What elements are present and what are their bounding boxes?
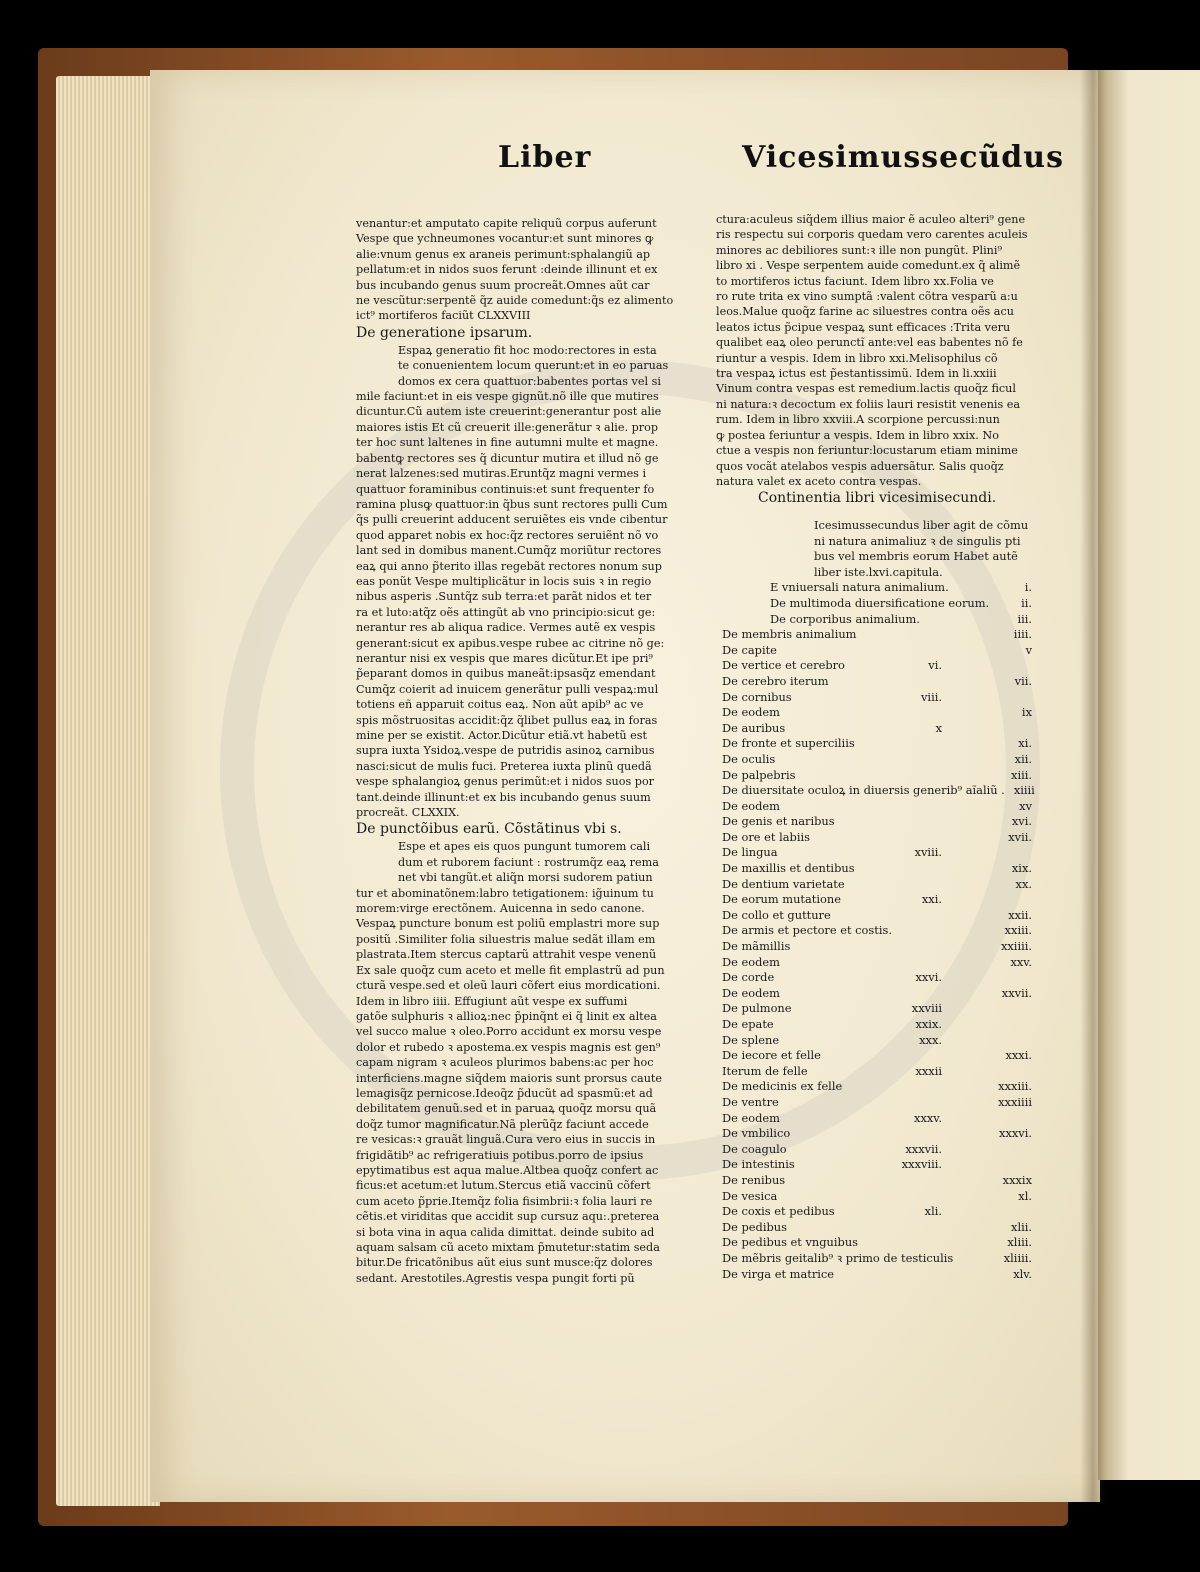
text-line: babentꝙ rectores ses q̃ dicuntur mutira et illud nõ ge: [356, 451, 659, 465]
left-text-column: [356, 216, 674, 1286]
toc-entry-number: xvi.: [1011, 814, 1032, 829]
toc-entry-number: xlii.: [1011, 1219, 1032, 1234]
toc-entry-label: De coagulo: [722, 1141, 787, 1156]
text-line: lemagisq̃z pernicose.Ideoq̃z p̃ducũt ad spasmũ:et ad: [356, 1086, 653, 1100]
toc-entry: [722, 1235, 1032, 1251]
toc-entry-number: xxvii.: [1001, 985, 1032, 1000]
toc-entry: [722, 1251, 1032, 1267]
toc-entry: [722, 1173, 1032, 1189]
toc-entry-number: xxxvii.: [905, 1141, 942, 1156]
toc-entry: [722, 1033, 1032, 1049]
text-line: ra et luto:atq̃z oẽs attingũt ab vno principio:sicut ge:: [356, 605, 656, 619]
toc-entry-label: De genis et naribus: [722, 814, 835, 829]
toc-entry-number: xxxix: [1002, 1172, 1032, 1187]
toc-entry-number: xxxii: [915, 1063, 942, 1078]
toc-entry-label: De mãmillis: [722, 939, 791, 954]
toc-entry-number: v: [1025, 642, 1032, 657]
toc-entry-label: De vesica: [722, 1188, 778, 1203]
toc-entry-number: x: [935, 720, 942, 735]
text-line: ter hoc sunt laltenes in fine autumni multe et magne.: [356, 436, 659, 450]
text-line: Vespaꝝ puncture bonum est poliũ emplastri more sup: [356, 917, 660, 931]
text-line: plastrata.Item stercus captarũ attrahit vespe venenũ: [356, 948, 657, 962]
toc-entry-label: De auribus: [722, 720, 786, 735]
toc-entry-label: De multimoda diuersificatione eorum.: [770, 595, 990, 610]
toc-entry-number: xxv.: [1010, 954, 1032, 969]
toc-entry-number: xl.: [1018, 1188, 1032, 1203]
toc-entry: [722, 1267, 1032, 1283]
toc-intro-line: liber iste.lxvi.capitula.: [814, 564, 943, 579]
toc-entry-number: xx.: [1015, 876, 1032, 891]
text-line: ro rute trita ex vino sumptã :valent cõtra vesparũ a:u: [716, 290, 1018, 304]
toc-entry-label: De pulmone: [722, 1001, 792, 1016]
text-line: dicuntur.Cũ autem iste creuerint:generantur post alie: [356, 405, 662, 419]
toc-entry-label: De membris animalium: [722, 627, 857, 642]
toc-entry-label: De diuersitate oculoꝝ in diuersis generib⁹ aĩaliũ .: [722, 783, 1005, 798]
toc-entry: [722, 721, 1032, 737]
toc-entry-number: i.: [1024, 580, 1032, 595]
text-line: dolor et rubedo ꝛ apostema.ex vespis magnis est gen⁹: [356, 1040, 661, 1054]
toc-intro-line: bus vel membris eorum Habet autẽ: [814, 549, 1018, 564]
toc-entry: [722, 612, 1032, 628]
toc-entry: [722, 830, 1032, 846]
book-gutter: [1080, 70, 1106, 1502]
text-line: cturã vespe.sed et oleũ lauri cõfert eius mordicationi.: [356, 979, 661, 993]
toc-entry-number: xxvi.: [915, 970, 942, 985]
text-line: supra iuxta Ysidoꝝ.vespe de putridis asinoꝝ carnibus: [356, 744, 655, 758]
text-line: Vespe que ychneumones vocantur:et sunt minores ꝙ: [356, 232, 654, 246]
toc-entry-number: xli.: [924, 1204, 942, 1219]
right-page-edge: [1098, 70, 1200, 1480]
toc-entry-number: xxii.: [1008, 907, 1032, 922]
text-line: natura valet ex aceto contra vespas.: [716, 474, 922, 488]
text-line: Cumq̃z coierit ad inuicem generãtur pulli vespaꝝ:mul: [356, 682, 659, 696]
toc-entry-number: ix: [1021, 705, 1032, 720]
text-line: totiens eñ apparuit coitus eaꝝ. Non aũt apib⁹ ac ve: [356, 698, 644, 712]
toc-intro: [722, 518, 1032, 580]
text-line: re vesicas:ꝛ grauãt linguã.Cura vero eius in succis in: [356, 1133, 656, 1147]
toc-entry-label: De pedibus et vnguibus: [722, 1235, 859, 1250]
toc-entry: [722, 1142, 1032, 1158]
toc-entry-label: De cornibus: [722, 689, 792, 704]
toc-entry-label: De eodem: [722, 798, 780, 813]
text-line: positũ .Similiter folia siluestris malue sedãt illam em: [356, 932, 656, 946]
toc-entry: [722, 970, 1032, 986]
toc-entry-label: De eodem: [722, 954, 780, 969]
text-line: epytimatibus est aqua malue.Altbea quoq̃z confert ac: [356, 1163, 659, 1177]
text-line: leatos ictus p̃cipue vespaꝝ sunt efficaces :Trita veru: [716, 320, 1011, 334]
toc-entry: [722, 1095, 1032, 1111]
text-line: eas ponũt Vespe multiplicãtur in locis suis ꝛ in regio: [356, 574, 652, 588]
toc-entry: [722, 908, 1032, 924]
toc-entry-label: De armis et pectore et costis.: [722, 923, 892, 938]
toc-entry-label: E vniuersali natura animalium.: [770, 580, 949, 595]
table-of-contents: [722, 518, 1035, 1282]
text-line: doq̃z tumor magnificatur.Nã plerũq̃z faciunt accede: [356, 1117, 649, 1131]
toc-entry-number: vi.: [928, 658, 942, 673]
text-line: mine per se existit. Actor.Dicũtur etiã.vt habetũ est: [356, 729, 648, 742]
text-line: riuntur a vespis. Idem in libro xxi.Melisophilus cõ: [716, 351, 998, 365]
toc-entry-label: De eorum mutatione: [722, 892, 841, 907]
toc-intro-line: ni natura animaliuz ꝛ de singulis pti: [814, 533, 1021, 548]
text-line: ris respectu sui corporis quedam vero carentes aculeis: [716, 228, 1028, 242]
toc-entry: [722, 643, 1032, 659]
text-line: procreãt. CLXXIX.: [356, 806, 460, 820]
toc-entry-number: ii.: [1021, 595, 1032, 610]
text-line: nerantur nisi ex vespis que mares dicũtur.Et ipe pri⁹: [356, 651, 653, 665]
text-line: nasci:sicut de mulis fuci. Preterea iuxta plinũ quedã: [356, 759, 652, 773]
toc-entry-label: De renibus: [722, 1172, 786, 1187]
text-line: ꝙ postea feriuntur a vespis. Idem in libro xxix. No: [716, 428, 999, 442]
toc-entry-number: iii.: [1017, 611, 1032, 626]
toc-entry-number: xxxv.: [914, 1110, 942, 1125]
toc-intro-line: Icesimussecundus liber agit de cõmu: [814, 518, 1029, 532]
text-line: ramina plusꝙ quattuor:in q̃bus sunt rectores pulli Cum: [356, 497, 668, 511]
toc-entry-label: De eodem: [722, 1110, 780, 1125]
text-line: spis mõstruositas accidit:q̃z q̃libet pullus eaꝝ in foras: [356, 713, 658, 727]
toc-entry-number: xi.: [1018, 736, 1032, 751]
text-line: gatõe sulphuris ꝛ allioꝝ:nec p̃pinq̃nt ei q̃ linit ex altea: [356, 1009, 657, 1023]
text-line: vel succo malue ꝛ oleo.Porro accidunt ex morsu vespe: [356, 1025, 662, 1039]
toc-entry-number: viii.: [921, 689, 942, 704]
toc-entry-label: De eodem: [722, 985, 780, 1000]
toc-entry-number: xii.: [1014, 751, 1032, 766]
text-line: ni natura:ꝛ decoctum ex foliis lauri resistit venenis ea: [716, 397, 1021, 411]
text-line: quattuor foraminibus continuis:et sunt frequenter fo: [356, 482, 655, 496]
toc-entry: [722, 768, 1032, 784]
text-line: lant sed in domibus manent.Cumq̃z moriũtur rectores: [356, 544, 662, 558]
toc-entry-label: De medicinis ex felle: [722, 1079, 843, 1094]
toc-entry-label: De splene: [722, 1032, 780, 1047]
toc-entry: [722, 580, 1032, 596]
text-line: leos.Malue quoq̃z farine ac siluestres contra oẽs acu: [716, 305, 1014, 319]
text-line: debilitatem genuũ.sed et in paruaꝝ quoq̃z morsu quã: [356, 1102, 657, 1116]
text-line: maiores istis Et cũ creuerit ille:generãtur ꝛ alie. prop: [356, 420, 659, 434]
text-line: tra vespaꝝ ictus est p̃estantissimũ. Idem in li.xxiii: [716, 367, 997, 381]
text-line: alie:vnum genus ex araneis perimunt:sphalangiũ ap: [356, 247, 651, 261]
text-line: rum. Idem in libro xxviii.A scorpione percussi:nun: [716, 413, 1000, 427]
toc-entry-number: xxi.: [921, 892, 942, 907]
text-line: morem:virge erectõnem. Auicenna in sedo canone.: [356, 902, 645, 916]
toc-entry-number: xxx.: [919, 1032, 942, 1047]
section-heading: De punctõibus earũ. Cõstãtinus vbi s.: [356, 821, 622, 838]
toc-entry-number: xix.: [1011, 861, 1032, 876]
toc-entry-number: xv: [1019, 798, 1032, 813]
toc-entry-number: xliiii.: [1003, 1250, 1032, 1265]
toc-entry: [722, 1157, 1032, 1173]
toc-entry-label: De maxillis et dentibus: [722, 861, 855, 876]
text-line: q̃s pulli creuerint adducent seruiẽtes eis vnde cibentur: [356, 513, 668, 527]
text-line: cẽtis.et viriditas que accidit sup cursuz aqu:.preterea: [356, 1210, 660, 1224]
toc-entry: [722, 736, 1032, 752]
toc-entry: [722, 783, 1035, 799]
section-heading: De generatione ipsarum.: [356, 324, 533, 341]
text-line: frigidãtib⁹ ac refrigeratiuis potibus.porro de ipsius: [356, 1148, 644, 1162]
toc-entry: [722, 627, 1032, 643]
toc-entry: [722, 752, 1032, 768]
toc-entry-label: De vertice et cerebro: [722, 658, 845, 673]
toc-entry-label: De eodem: [722, 705, 780, 720]
text-line: ne vescũtur:serpentẽ q̃z auide comedunt:q̃s ez alimento: [356, 294, 674, 308]
text-line: ctue a vespis non feriuntur:locustarum etiam minime: [716, 444, 1018, 458]
toc-entry: [722, 939, 1032, 955]
toc-entry-label: De epate: [722, 1017, 774, 1031]
text-line: domos ex cera quattuor:babentes portas vel si: [398, 374, 661, 388]
toc-entry-label: De capite: [722, 642, 777, 657]
toc-entry-label: De ore et labiis: [722, 829, 810, 844]
toc-entry-label: De dentium varietate: [722, 876, 845, 891]
toc-entry-number: xliii.: [1007, 1235, 1032, 1250]
toc-entry: [722, 1189, 1032, 1205]
toc-entry-label: De vmbilico: [722, 1126, 791, 1141]
toc-entry: [722, 799, 1032, 815]
toc-entry: [722, 986, 1032, 1002]
toc-entry-label: De coxis et pedibus: [722, 1204, 835, 1219]
toc-entry: [722, 1111, 1032, 1127]
toc-entry: [722, 877, 1032, 893]
text-line: to mortiferos ictus faciunt. Idem libro xx.Folia ve: [716, 274, 994, 288]
section-heading: Continentia libri vicesimisecundi.: [758, 490, 997, 507]
text-line: vespe sphalangioꝝ genus perimũt:et i nidos suos por: [356, 775, 655, 789]
toc-entry-label: De intestinis: [722, 1157, 795, 1172]
toc-entry: [722, 1204, 1032, 1220]
toc-entry-label: Iterum de felle: [722, 1063, 808, 1078]
toc-entry-label: De lingua: [722, 845, 778, 860]
page-edges: [56, 76, 160, 1506]
text-line: p̃eparant domos in quibus maneãt:ipsasq̃z emendant: [356, 667, 656, 681]
toc-entry-number: xxviii: [911, 1001, 942, 1016]
running-head-left: Liber: [498, 140, 592, 175]
toc-entry-label: De mẽbris geitalib⁹ ꝛ primo de testiculis: [722, 1250, 954, 1265]
text-line: quod apparet nobis ex hoc:q̃z rectores seruiẽnt nõ vo: [356, 528, 659, 542]
toc-entry-number: xvii.: [1008, 829, 1032, 844]
text-line: Espaꝝ generatio fit hoc modo:rectores in esta: [398, 343, 657, 357]
text-line: ict⁹ mortiferos faciũt CLXXVIII: [356, 309, 531, 323]
text-line: quos vocãt atelabos vespis aduersãtur. Salis quoq̃z: [716, 459, 1004, 473]
text-line: mile faciunt:et in eis vespe gignũt.nõ ille que mutires: [356, 390, 659, 404]
toc-entry-label: De oculis: [722, 751, 776, 766]
toc-entry-label: De virga et matrice: [722, 1266, 835, 1281]
toc-entry-number: xxix.: [915, 1017, 942, 1031]
text-line: ctura:aculeus siq̃dem illius maior ẽ aculeo alteri⁹ gene: [716, 213, 1026, 226]
text-line: libro xi . Vespe serpentem auide comedunt.ex q̃ alimẽ: [716, 259, 1021, 273]
toc-entry: [722, 1048, 1032, 1064]
text-line: eaꝝ qui anno p̃terito illas regebãt rectores nonum sup: [356, 559, 662, 573]
toc-entry: [722, 923, 1032, 939]
toc-entry-number: iiii.: [1013, 627, 1032, 642]
toc-entry: [722, 1079, 1032, 1095]
toc-list: [722, 580, 1035, 1282]
text-line: nerat lalzenes:sed mutiras.Eruntq̃z magni vermes i: [356, 467, 647, 481]
text-line: cum aceto p̃prie.Itemq̃z folia fisimbrii:ꝛ folia lauri re: [356, 1194, 653, 1208]
text-line: sedant. Arestotiles.Agrestis vespa pungit forti pũ: [356, 1271, 635, 1285]
toc-entry: [722, 1126, 1032, 1142]
toc-entry: [722, 1017, 1032, 1033]
toc-entry-number: xxxviii.: [901, 1157, 942, 1172]
running-head-right: Vicesimussecũdus: [742, 140, 1064, 175]
toc-entry: [722, 845, 1032, 861]
text-line: si bota vina in aqua calida dimittat. deinde subito ad: [356, 1225, 655, 1239]
text-line: interficiens.magne siq̃dem maioris sunt prorsus caute: [356, 1071, 663, 1085]
text-line: tur et abominatõnem:labro tetigationem: ig̃uinum tu: [356, 886, 654, 900]
toc-entry-number: xxxvi.: [999, 1126, 1032, 1141]
toc-entry: [722, 674, 1032, 690]
toc-entry-label: De corporibus animalium.: [770, 611, 920, 626]
toc-entry-label: De fronte et superciliis: [722, 736, 855, 751]
text-line: generant:sicut ex apibus.vespe rubee ac citrine nõ ge:: [356, 636, 665, 650]
text-line: venantur:et amputato capite reliquũ corpus auferunt: [356, 217, 657, 230]
text-line: net vbi tangũt.et aliq̃n morsi sudorem patiun: [398, 871, 653, 885]
toc-entry-label: De pedibus: [722, 1219, 787, 1234]
text-line: bus incubando genus suum procreãt.Omnes aũt car: [356, 278, 650, 292]
text-line: nerantur res ab aliqua radice. Vermes autẽ ex vespis: [356, 621, 656, 635]
toc-entry-number: xxxiii.: [998, 1079, 1032, 1094]
toc-entry-label: De collo et gutture: [722, 907, 831, 922]
text-line: Vinum contra vespas est remedium.lactis quoq̃z ficul: [716, 382, 1016, 396]
toc-entry-label: De corde: [722, 970, 775, 985]
toc-entry-number: xiii.: [1011, 767, 1032, 782]
toc-entry-number: xxiiii.: [1000, 939, 1032, 954]
toc-entry: [722, 892, 1032, 908]
toc-entry: [722, 955, 1032, 971]
toc-entry: [722, 814, 1032, 830]
text-line: Espe et apes eis quos pungunt tumorem cali: [398, 840, 651, 854]
toc-entry: [722, 658, 1032, 674]
text-line: minores ac debiliores sunt:ꝛ ille non pungũt. Plini⁹: [716, 243, 1002, 257]
text-line: qualibet eaꝝ oleo perunctĩ ante:vel eas babentes nõ fe: [716, 336, 1023, 350]
text-line: nibus asperis .Suntq̃z sub terra:et parãt nidos et ter: [356, 590, 652, 604]
toc-entry-number: xiiii: [1013, 783, 1035, 798]
text-line: Ex sale quoq̃z cum aceto et melle fit emplastrũ ad pun: [356, 963, 665, 977]
text-line: Idem in libro iiii. Effugiunt aũt vespe ex suffumi: [356, 994, 628, 1008]
toc-entry: [722, 1220, 1032, 1236]
toc-entry: [722, 1001, 1032, 1017]
toc-entry: [722, 705, 1032, 721]
text-line: capam nigram ꝛ aculeos plurimos babens:ac per hoc: [356, 1056, 654, 1070]
toc-entry-label: De ventre: [722, 1094, 779, 1109]
toc-entry-number: xxxiiii: [998, 1094, 1032, 1109]
text-line: dum et ruborem faciunt : rostrumq̃z eaꝝ rema: [398, 855, 659, 869]
toc-entry-number: vii.: [1014, 673, 1032, 688]
text-line: aquam salsam cũ aceto mixtam p̃mutetur:statim seda: [356, 1241, 660, 1254]
text-line: bitur.De fricatõnibus aũt eius sunt musce:q̃z dolores: [356, 1256, 653, 1270]
toc-entry-number: xxxi.: [1005, 1048, 1032, 1063]
text-line: ficus:et acetum:et lutum.Stercus etiã vaccinũ cõfert: [356, 1179, 651, 1193]
text-line: tant.deinde illinunt:et ex bis incubando genus suum: [356, 790, 651, 804]
toc-entry: [722, 596, 1032, 612]
toc-entry-label: De iecore et felle: [722, 1048, 821, 1063]
toc-entry: [722, 861, 1032, 877]
toc-entry-number: xviii.: [914, 845, 942, 860]
toc-entry-number: xlv.: [1013, 1266, 1032, 1281]
toc-entry-label: De cerebro iterum: [722, 673, 829, 688]
right-text-column: [716, 212, 1036, 508]
toc-entry-label: De palpebris: [722, 767, 796, 782]
toc-entry: [722, 1064, 1032, 1080]
toc-entry-number: xxiii.: [1004, 923, 1032, 938]
text-line: te conuenientem locum querunt:et in eo paruas: [398, 359, 669, 373]
toc-entry: [722, 690, 1032, 706]
text-line: pellatum:et in nidos suos ferunt :deinde illinunt et ex: [356, 263, 658, 277]
